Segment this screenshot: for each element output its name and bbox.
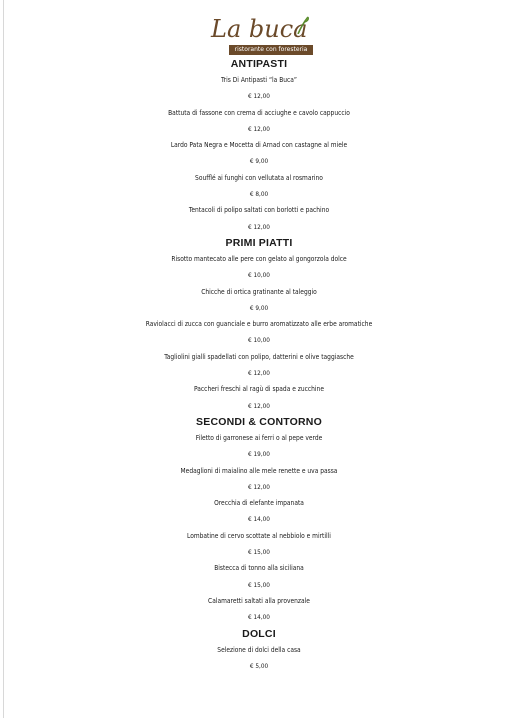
dish-price: € 12,00 [248, 369, 270, 378]
section-title: PRIMI PIATTI [225, 236, 293, 249]
dish-price: € 15,00 [248, 580, 270, 589]
menu-section [0, 56, 518, 235]
dish-name: Chicche di ortica gratinante al taleggio [201, 287, 317, 296]
dish-price: € 14,00 [248, 515, 270, 524]
dish-price: € 12,00 [248, 124, 270, 133]
dish-price: € 8,00 [249, 190, 269, 199]
section-title: ANTIPASTI [230, 58, 288, 70]
dish-name: Bistecca di tonno alla siciliana [214, 564, 304, 573]
dish-price: € 9,00 [249, 157, 269, 166]
dish-price: € 12,00 [248, 222, 270, 231]
section-title: DOLCI [242, 627, 276, 640]
logo-band-text: ristorante con foresteria [229, 45, 313, 55]
section-title: SECONDI & CONTORNO [196, 415, 322, 428]
restaurant-logo [207, 14, 313, 58]
green-stem-icon [296, 16, 310, 34]
dish-price: € 10,00 [248, 336, 270, 345]
dish-price: € 12,00 [248, 401, 270, 410]
dish-name: Medaglioni di maialino alle mele renette e uva passa [180, 466, 338, 475]
menu-section [0, 414, 518, 626]
menu-list [0, 56, 518, 674]
dish-name: Selezione di dolci della casa [217, 645, 301, 654]
dish-name: Orecchia di elefante impanata [214, 499, 304, 508]
dish-price: € 10,00 [248, 271, 270, 280]
dish-name: Paccheri freschi al ragù di spada e zucchine [194, 385, 324, 394]
dish-price: € 12,00 [248, 482, 270, 491]
dish-name: Soufflé ai funghi con vellutata al rosmarino [195, 173, 323, 182]
dish-price: € 9,00 [249, 303, 269, 312]
dish-name: Tagliolini gialli spadellati con polipo, datterini e olive taggiasche [164, 352, 354, 361]
dish-price: € 12,00 [248, 92, 270, 101]
dish-name: Lombatine di cervo scottate al nebbiolo e mirtilli [187, 531, 331, 540]
dish-name: Battuta di fassone con crema di acciughe e cavolo cappuccio [168, 108, 350, 117]
dish-price: € 14,00 [248, 613, 270, 622]
dish-name: Risotto mantecato alle pere con gelato al gongorzola dolce [171, 254, 347, 263]
dish-price: € 19,00 [248, 450, 270, 459]
dish-name: Lardo Pata Negra e Mocetta di Arnad con castagne al miele [170, 141, 348, 150]
logo-script-text: La buca [211, 15, 308, 43]
dish-price: € 5,00 [249, 661, 269, 670]
menu-section [0, 626, 518, 675]
dish-name: Filetto di garronese ai ferri o al pepe verde [195, 433, 323, 442]
dish-name: Calamaretti saltati alla provenzale [208, 596, 310, 605]
menu-section [0, 235, 518, 414]
dish-price: € 15,00 [248, 548, 270, 557]
dish-name: Raviolacci di zucca con guanciale e burro aromatizzato alle erbe aromatiche [145, 320, 373, 329]
dish-name: Tris Di Antipasti “la Buca” [221, 76, 297, 84]
dish-name: Tentacoli di polipo saltati con borlotti e pachino [188, 206, 330, 215]
